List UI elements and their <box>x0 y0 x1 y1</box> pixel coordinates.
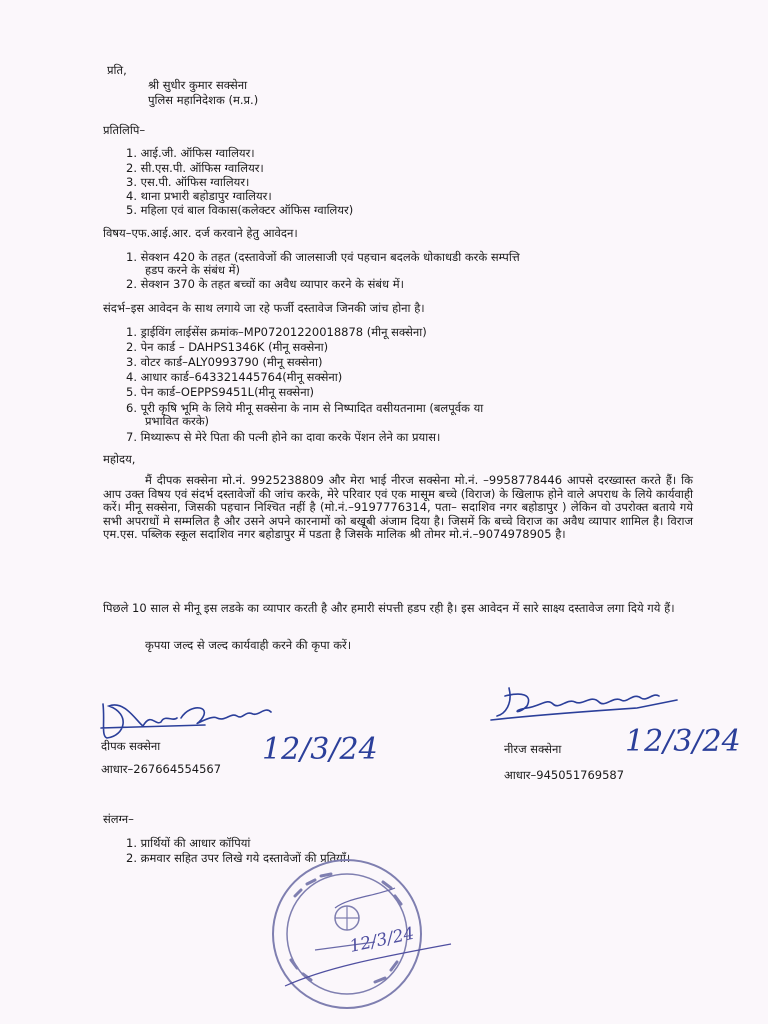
signer-1-aadhaar: आधार–267664554567 <box>101 762 222 776</box>
stamp-handwritten-date: 12/3/24 <box>347 923 417 957</box>
subject-item: 1. सेक्शन 420 के तहत (दस्तावेजों की जालसाजी एवं पहचान बदलके धोकाधडी करके सम्पत्ति <box>126 250 520 264</box>
recipient-title: पुलिस महानिदेशक (म.प्र.) <box>148 93 259 107</box>
enclosure-item: 1. प्रार्थियों की आधार कॉपियां <box>126 836 251 850</box>
body-paragraph: मैं दीपक सक्सेना मो.नं. 9925238809 और मेरा भाई नीरज सक्सेना मो.नं. –9958778446 आपसे दरख्वास्त करते हैं। कि आप उक्त विषय एवं संदर्भ दस्तावेजों की जांच करके, मेरे परिवार एवं एक मासूम बच्चे (विराज) के खिलाफ होने वाले अपराध के लिये कार्यवाही करें। मीनू सक्सेना, जिसकी पहचान निश्चित नहीं है (मो.नं.–9197776314, पता– सदाशिव नगर बहोडापुर ) लेकिन वो उपरोक्त बताये गये सभी अपराधों मे सम्मलित है और उसने अपने कारनामों को बखूबी अंजाम दिया है। जिसमें कि बच्चे विराज का अवैध व्यापार शामिल है। विराज एम.एस. पब्लिक स्कूल सदाशिव नगर बहोडापुर में पडता है जिसके मालिक श्री तोमर मो.नं.–9074978905 है। <box>103 473 693 542</box>
signer-1-name: दीपक सक्सेना <box>101 739 161 753</box>
subject-line: विषय–एफ.आई.आर. दर्ज करवाने हेतु आवेदन। <box>103 226 298 240</box>
signer-2-name: नीरज सक्सेना <box>504 742 562 756</box>
cc-item: 1. आई.जी. ऑफिस ग्वालियर। <box>126 146 255 160</box>
enclosure-item: 2. क्रमवार सहित उपर लिखे गये दस्तावेजों की प्रतियाँ। <box>126 851 351 865</box>
reference-item: 2. पेन कार्ड – DAHPS1346K (मीनू सक्सेना) <box>126 340 329 354</box>
police-station-stamp <box>255 848 455 1018</box>
closing-request: कृपया जल्द से जल्द कार्यवाही करने की कृपा करें। <box>145 638 352 652</box>
to-label: प्रति, <box>107 63 127 77</box>
enclosure-label: संलग्न– <box>103 812 134 826</box>
body-paragraph: पिछले 10 साल से मीनू इस लडके का व्यापार करती है और हमारी संपत्ती हडप रही है। इस आवेदन में सारे साक्ष्य दस्तावेज लगा दिये गये हैं। <box>103 601 675 615</box>
reference-item: प्रभावित करके) <box>145 414 210 428</box>
reference-item: 4. आधार कार्ड–643321445764(मीनू सक्सेना) <box>126 370 343 384</box>
recipient-name: श्री सुधीर कुमार सक्सेना <box>148 78 248 92</box>
cc-item: 4. थाना प्रभारी बहोडापुर ग्वालियर। <box>126 189 272 203</box>
reference-item: 6. पूरी कृषि भूमि के लिये मीनू सक्सेना के नाम से निष्पादित वसीयतनामा (बलपूर्वक या <box>126 401 484 415</box>
signer-2-aadhaar: आधार–945051769587 <box>504 768 625 782</box>
cc-label: प्रतिलिपि– <box>103 123 146 137</box>
cc-item: 3. एस.पी. ऑफिस ग्वालियर। <box>126 175 250 189</box>
signer-2-date: 12/3/24 <box>625 724 741 759</box>
signer-1-date: 12/3/24 <box>262 732 378 767</box>
signature-2 <box>487 680 687 730</box>
reference-item: 1. ड्राईविंग लाईसेंस क्रमांक–MP07201220018878 (मीनू सक्सेना) <box>126 325 427 339</box>
cc-item: 2. सी.एस.पी. ऑफिस ग्वालियर। <box>126 161 264 175</box>
reference-item: 3. वोटर कार्ड–ALY0993790 (मीनू सक्सेना) <box>126 355 323 369</box>
cc-item: 5. महिला एवं बाल विकास(कलेक्टर ऑफिस ग्वालियर) <box>126 203 354 217</box>
subject-item: हडप करने के संबंध में) <box>145 263 240 277</box>
reference-item: 7. मिथ्यारूप से मेरे पिता की पत्नी होने का दावा करके पेंशन लेने का प्रयास। <box>126 430 441 444</box>
reference-item: 5. पेन कार्ड–OEPPS9451L(मीनू सक्सेना) <box>126 385 315 399</box>
reference-line: संदर्भ–इस आवेदन के साथ लगाये जा रहे फर्जी दस्तावेज जिनकी जांच होना है। <box>103 301 425 315</box>
subject-item: 2. सेक्शन 370 के तहत बच्चों का अवैध व्यापार करने के संबंध में। <box>126 277 404 291</box>
salutation: महोदय, <box>103 452 136 466</box>
